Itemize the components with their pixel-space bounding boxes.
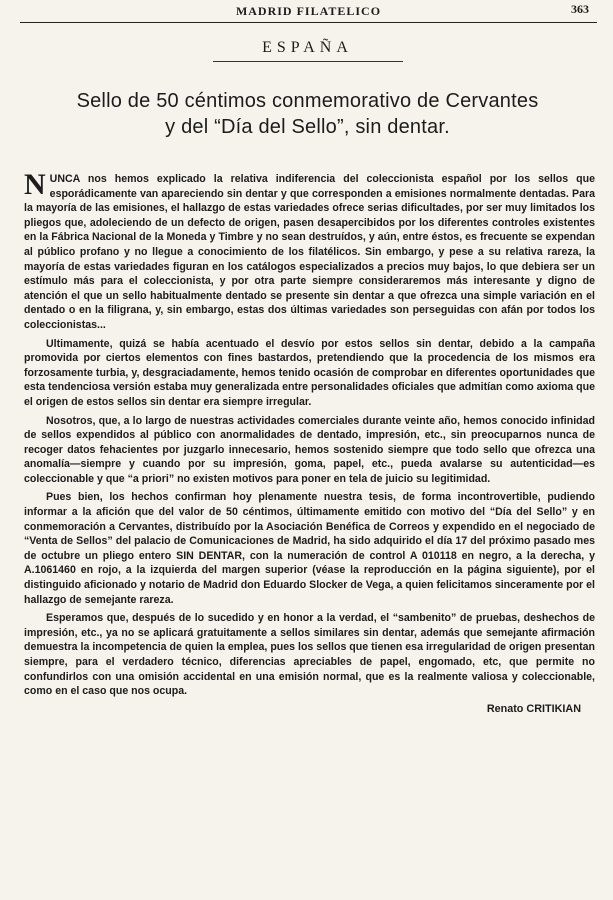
- article-headline: [20, 88, 595, 140]
- article-paragraph-1: [24, 168, 595, 333]
- headline-line-2: y del “Día del Sello”, sin dentar.: [165, 116, 450, 138]
- magazine-title: MADRID FILATELICO: [235, 4, 382, 18]
- running-header: [20, 0, 597, 23]
- headline-line-1: Sello de 50 céntimos conmemorativo de Cervantes: [76, 90, 539, 112]
- section-underline: [213, 61, 403, 62]
- paragraph-text: UNCA nos hemos explicado la relativa indiferencia del coleccionista español por los sellos que esporádicamente van apareciendo sin dentar y que corresponden a emisiones normalmente dentadas. Para la mayoría de las emisiones, el hallazgo de estas variedades ofrece serias dificultades, por ser muy limitados los pliegos que, adoleciendo de un defecto de origen, pasen desapercibidos por los diferentes controles existentes en la Fábrica Nacional de la Moneda y Timbre y no sean destruídos, y aún, entre éstos, es frecuente se expendan al público profano y no llegue a conocimiento de los filatélicos. Sin embargo, y pese a su relativa rareza, la mayoría de estas variedades figuran en los catálogos especializados a precios muy bajos, lo que debiera ser un estímulo más para el coleccionista, y por otra parte siempre consideraremos más interesante y digno de atención el que un sello habitualmente dentado se presente sin dentar a que ofrezca una simple variación en el dentado o en la filigrana, y, sin embargo, estas dos últimas variedades son perseguidas con afán por todos los coleccionistas...: [24, 173, 595, 331]
- article-paragraph-5: Esperamos que, después de lo sucedido y en honor a la verdad, el “sambenito” de pruebas, deshechos de impresión, etc., ya no se aplicará gratuitamente a sellos similares sin dentar, además que semejante afirmación demuestra la incompetencia de quien la emplea, pues los sellos que tienen esa irregularidad de origen presentan siempre, para el verdadero técnico, diferencias apreciables de papel, engomado, etc, que permite no confundirlos con una omisión accidental en una emisión normal, que es la realmente valiosa y coleccionable, como en el caso que nos ocupa.: [24, 612, 595, 698]
- section-heading: ESPAÑA: [262, 39, 353, 56]
- drop-cap: N: [24, 168, 46, 201]
- article-body: [20, 168, 595, 699]
- author-signature: Renato CRITIKIAN: [486, 702, 581, 715]
- article-paragraph-2: Ultimamente, quizá se había acentuado el desvío por estos sellos sin dentar, debido a la campaña promovida por ciertos elementos con fines bastardos, pretendiendo que la procedencia de los mismos era forzosamente turbia, y, desgraciadamente, hemos tenido ocasión de comprobar en diferentes oportunidades que esta tendenciosa versión estaba muy generalizada entre personalidades oficiales que admitían como axioma que el origen de estos sellos sin dentar era siempre irregular.: [24, 337, 595, 408]
- page-number: 363: [571, 2, 589, 16]
- article-paragraph-4: Pues bien, los hechos confirman hoy plenamente nuestra tesis, de forma incontrovertible, pudiendo informar a la afición que del valor de 50 céntimos, últimamente emitido con motivo del “Día del Sello” y en conmemoración a Cervantes, distribuído por la Asociación Benéfica de Correos y expendido en el negociado de “Venta de Sellos” del palacio de Comunicaciones de Madrid, ha sido adquirido el día 17 del próximo pasado mes de octubre un pliego entero SIN DENTAR, con la numeración de control A 010118 en negro, a la derecha, y A.1061460 en rojo, a la izquierda del margen superior (véase la reproducción en la página siguiente), por el distinguido aficionado y notario de Madrid don Eduardo Slocker de Vega, a quien felicitamos sinceramente por el hallazgo de semejante rareza.: [24, 491, 595, 606]
- article-paragraph-3: Nosotros, que, a lo largo de nuestras actividades comerciales durante veinte año, hemos conocido infinidad de sellos expendidos al público con anormalidades de dentado, impresión, etc., sin preocuparnos nunca de recoger datos fehacientes por juzgarlo innecesario, hemos sostenido siempre que todo sello que ofrezca una anomalía—siempre y cuando por su impresión, goma, papel, etc., pueda avalarse su autenticidad—es coleccionable y que “a priori” no existen motivos para poner en tela de juicio su legitimidad.: [24, 414, 595, 485]
